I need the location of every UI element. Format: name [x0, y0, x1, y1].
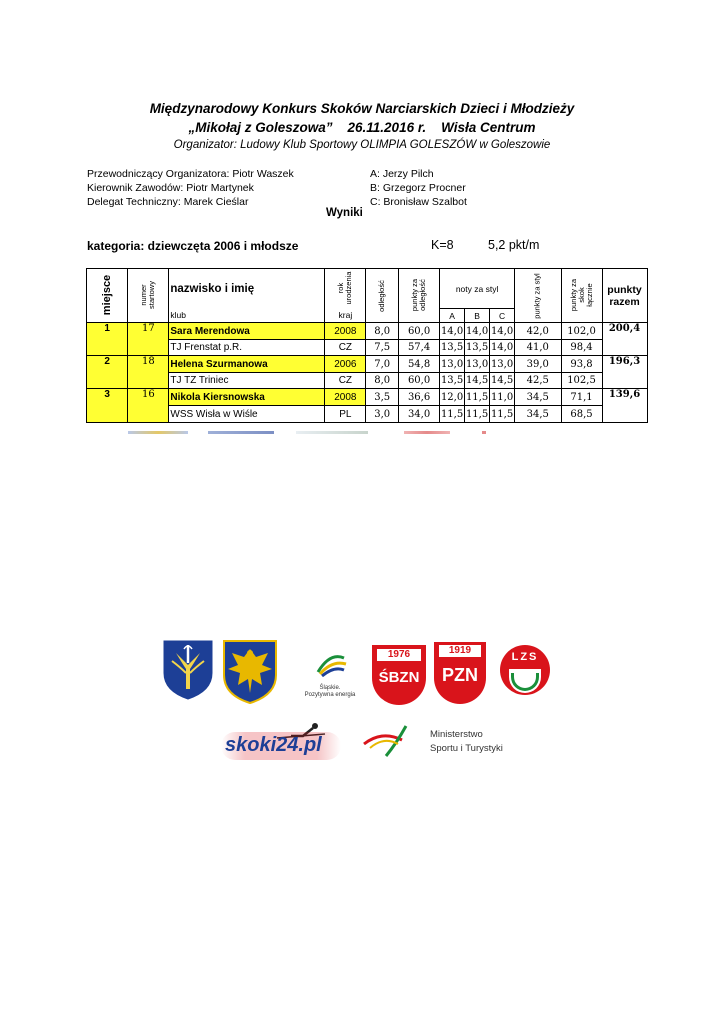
club: WSS Wisła w Wiśle	[169, 406, 325, 423]
pzn-logo	[434, 642, 486, 704]
club: TJ TZ Triniec	[169, 373, 325, 389]
style-points: 42,0	[515, 323, 561, 340]
start-number: 16	[128, 389, 169, 423]
country: PL	[325, 406, 366, 423]
header-distance-points: punkty za odległość	[399, 269, 440, 323]
slaskie-mark-icon	[300, 650, 360, 680]
ministry-line1: Ministerstwo	[430, 729, 483, 740]
jump-points: 98,4	[561, 340, 602, 356]
category-label: kategoria: dziewczęta 2006 i młodsze	[87, 239, 299, 253]
mark-c: 11,5	[490, 406, 515, 423]
jump-points: 102,5	[561, 373, 602, 389]
mark-c: 14,0	[490, 340, 515, 356]
official-competition-manager: Kierownik Zawodów: Piotr Martynek	[87, 182, 254, 194]
distance: 7,5	[366, 340, 399, 356]
country: CZ	[325, 373, 366, 389]
page-title: Międzynarodowy Konkurs Skoków Narciarskich Dzieci i Młodzieży	[149, 101, 575, 116]
table-header-row	[87, 269, 648, 309]
skoki24-text: skoki24.pl	[225, 734, 322, 756]
ministry-text	[430, 728, 503, 756]
style-points: 42,5	[515, 373, 561, 389]
birth-year: 2008	[325, 389, 366, 406]
athlete-name: Helena Szurmanowa	[169, 356, 325, 373]
mark-a: 14,0	[440, 323, 465, 340]
cropped-logo-strip	[296, 431, 368, 434]
mark-c: 13,0	[490, 356, 515, 373]
official-technical-delegate: Delegat Techniczny: Marek Cieślar	[87, 196, 249, 208]
distance-points: 36,6	[399, 389, 440, 406]
table-row	[87, 406, 648, 423]
mark-c: 14,5	[490, 373, 515, 389]
club: TJ Frenstat p.R.	[169, 340, 325, 356]
skoki24-logo	[217, 722, 343, 764]
header-jump-points: punkty za skok łącznie	[561, 269, 602, 323]
birth-year: 2008	[325, 323, 366, 340]
table-row	[87, 323, 648, 340]
header-judge-c: C	[490, 309, 515, 323]
distance: 7,0	[366, 356, 399, 373]
slaskie-line2: Pozytywna energia	[304, 692, 356, 698]
organizer-line: Organizator: Ludowy Klub Sportowy OLIMPIA GOLESZÓW w Goleszowie	[173, 139, 551, 151]
style-points: 41,0	[515, 340, 561, 356]
place: 1	[87, 323, 128, 356]
header-start-number: numer startowy	[128, 269, 169, 323]
event-subtitle: „Mikołaj z Goleszowa” 26.11.2016 r. Wisła Centrum	[188, 120, 536, 135]
distance-points: 60,0	[399, 373, 440, 389]
mark-a: 11,5	[440, 406, 465, 423]
start-number: 17	[128, 323, 169, 356]
distance: 8,0	[366, 373, 399, 389]
sbzn-text: ŚBZN	[378, 669, 420, 686]
pzn-year: 1919	[439, 645, 481, 657]
place: 3	[87, 389, 128, 423]
mark-b: 14,5	[465, 373, 490, 389]
athlete-name: Sara Merendowa	[169, 323, 325, 340]
header-distance: odległość	[366, 269, 399, 323]
cropped-logo-strip	[482, 431, 486, 434]
total-points: 139,6	[602, 389, 647, 423]
cropped-logo-strip	[208, 431, 274, 434]
header-club: klub	[169, 309, 325, 323]
table-row	[87, 356, 648, 373]
mark-b: 14,0	[465, 323, 490, 340]
slaskie-line1: Śląskie.	[319, 685, 341, 691]
distance-points: 57,4	[399, 340, 440, 356]
distance-points: 54,8	[399, 356, 440, 373]
judge-a: A: Jerzy Pilch	[370, 168, 434, 180]
slaskie-logo	[300, 650, 360, 696]
coat-of-arms-eagle-icon	[222, 639, 278, 705]
header-year: rok urodzenia	[325, 269, 366, 309]
header-total: punkty razem	[602, 269, 647, 323]
table-row	[87, 373, 648, 389]
total-points: 200,4	[602, 323, 647, 356]
k-point: K=8	[431, 238, 454, 252]
header-style-points: punkty za styl	[515, 269, 561, 323]
jump-points: 93,8	[561, 356, 602, 373]
style-points: 34,5	[515, 389, 561, 406]
sbzn-logo	[372, 645, 426, 705]
start-number: 18	[128, 356, 169, 389]
coat-of-arms-goleszow-icon	[162, 639, 214, 701]
header-judge-a: A	[440, 309, 465, 323]
mark-a: 13,5	[440, 340, 465, 356]
cropped-logo-strip	[128, 431, 188, 434]
header-judge-b: B	[465, 309, 490, 323]
mark-a: 12,0	[440, 389, 465, 406]
header-country: kraj	[325, 309, 366, 323]
lzs-text: LZS	[511, 651, 539, 663]
place: 2	[87, 356, 128, 389]
distance: 3,0	[366, 406, 399, 423]
mark-b: 11,5	[465, 389, 490, 406]
birth-year: 2006	[325, 356, 366, 373]
officials-judges	[370, 167, 467, 209]
points-per-meter: 5,2 pkt/m	[488, 238, 540, 252]
table-row	[87, 389, 648, 406]
distance: 8,0	[366, 323, 399, 340]
sbzn-year: 1976	[377, 649, 421, 661]
jump-points: 102,0	[561, 323, 602, 340]
officials-left	[87, 167, 294, 209]
ministry-line2: Sportu i Turystyki	[430, 743, 503, 754]
header-style-marks: noty za styl	[440, 269, 515, 309]
style-points: 34,5	[515, 406, 561, 423]
distance-points: 60,0	[399, 323, 440, 340]
mark-c: 14,0	[490, 323, 515, 340]
ministry-mark-icon	[362, 722, 412, 758]
official-chairman: Przewodniczący Organizatora: Piotr Waszek	[87, 168, 294, 180]
table-row	[87, 340, 648, 356]
jump-points: 71,1	[561, 389, 602, 406]
country: CZ	[325, 340, 366, 356]
mark-b: 13,5	[465, 340, 490, 356]
lzs-logo	[497, 645, 553, 705]
mark-a: 13,5	[440, 373, 465, 389]
athlete-name: Nikola Kiersnowska	[169, 389, 325, 406]
results-table	[86, 268, 648, 423]
mark-b: 13,0	[465, 356, 490, 373]
total-points: 196,3	[602, 356, 647, 389]
judge-b: B: Grzegorz Procner	[370, 182, 466, 194]
mark-c: 11,0	[490, 389, 515, 406]
header-place: miejsce	[87, 269, 128, 323]
style-points: 39,0	[515, 356, 561, 373]
header-name: nazwisko i imię	[169, 269, 325, 309]
mark-b: 11,5	[465, 406, 490, 423]
mark-a: 13,0	[440, 356, 465, 373]
results-heading: Wyniki	[326, 207, 363, 219]
cropped-logo-strip	[404, 431, 450, 434]
distance-points: 34,0	[399, 406, 440, 423]
jump-points: 68,5	[561, 406, 602, 423]
distance: 3,5	[366, 389, 399, 406]
judge-c: C: Bronisław Szalbot	[370, 196, 467, 208]
pzn-text: PZN	[442, 665, 478, 685]
